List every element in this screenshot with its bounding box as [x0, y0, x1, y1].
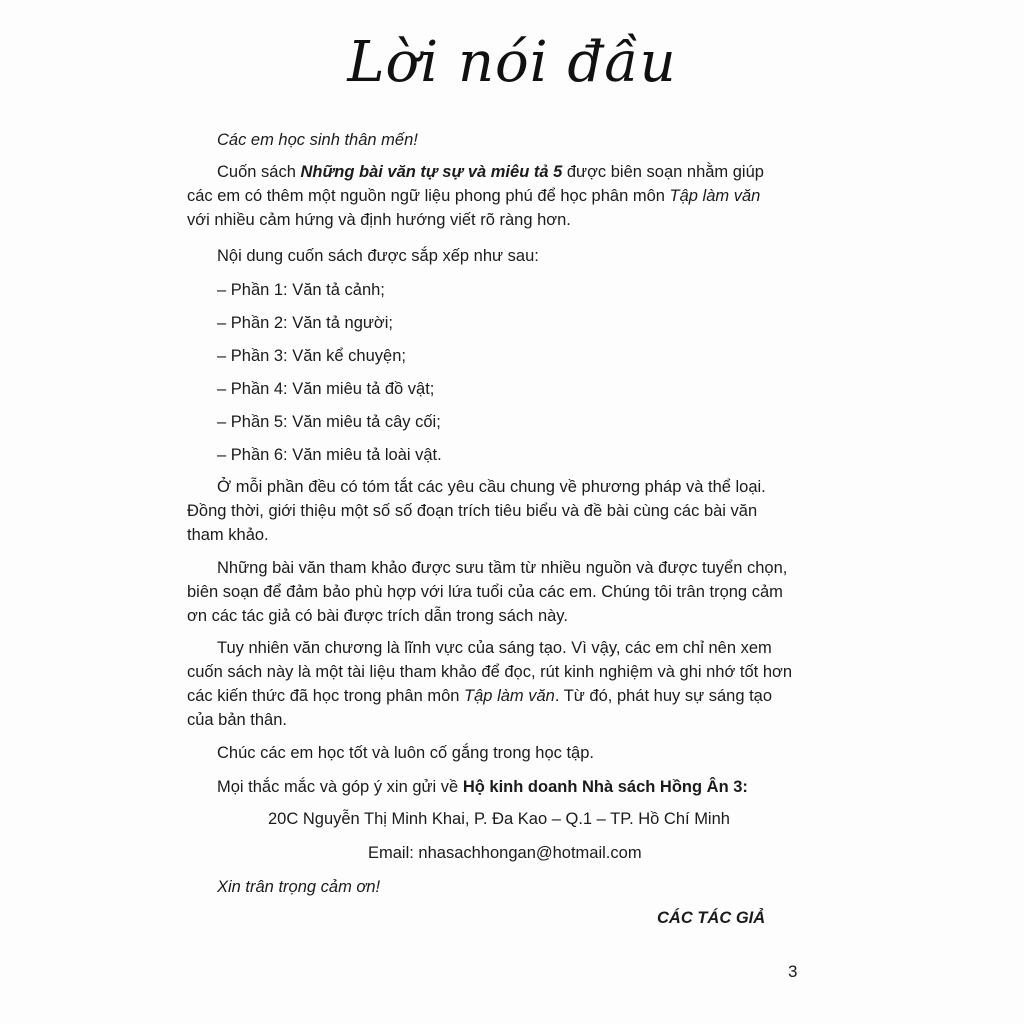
- greeting: Các em học sinh thân mến!: [217, 131, 418, 149]
- part-item: – Phần 5: Văn miêu tả cây cối;: [217, 413, 441, 431]
- creative-text: các kiến thức đã học trong phân môn: [187, 687, 465, 705]
- intro-line-1: [217, 161, 764, 185]
- creative-line-4: của bản thân.: [187, 711, 287, 729]
- subject-name: Tập làm văn: [464, 687, 555, 705]
- intro-text: Cuốn sách: [217, 163, 301, 181]
- creative-line-3: [187, 685, 772, 709]
- contact-line: [217, 776, 748, 800]
- sections-line-2: Đồng thời, giới thiệu một số số đoạn trích tiêu biểu và đề bài cùng các bài văn: [187, 502, 758, 520]
- sources-line-3: ơn các tác giả có bài được trích dẫn trong sách này.: [187, 607, 568, 625]
- intro-text: được biên soạn nhằm giúp: [562, 163, 764, 181]
- subject-name: Tập làm văn: [669, 187, 761, 205]
- signature: CÁC TÁC GIẢ: [657, 909, 766, 927]
- intro-text: các em có thêm một nguồn ngữ liệu phong phú để học phân môn: [187, 187, 670, 205]
- wish-line: Chúc các em học tốt và luôn cố gắng trong học tập.: [217, 744, 594, 762]
- part-item: – Phần 6: Văn miêu tả loài vật.: [217, 446, 442, 464]
- part-item: – Phần 3: Văn kể chuyện;: [217, 347, 406, 365]
- creative-text: . Từ đó, phát huy sự sáng tạo: [554, 687, 773, 705]
- part-item: – Phần 2: Văn tả người;: [217, 314, 393, 332]
- intro-line-3: với nhiều cảm hứng và định hướng viết rõ ràng hơn.: [187, 211, 571, 229]
- creative-line-1: Tuy nhiên văn chương là lĩnh vực của sáng tạo. Vì vậy, các em chỉ nên xem: [217, 639, 772, 657]
- content-intro: Nội dung cuốn sách được sắp xếp như sau:: [217, 247, 539, 265]
- page-title: Lời nói đầu: [347, 30, 677, 95]
- contact-org: Hộ kinh doanh Nhà sách Hồng Ân 3:: [462, 778, 748, 796]
- sections-line-3: tham khảo.: [187, 526, 269, 544]
- sources-line-2: biên soạn để đảm bảo phù hợp với lứa tuổi của các em. Chúng tôi trân trọng cảm: [187, 583, 783, 601]
- page-number: 3: [788, 962, 798, 981]
- intro-line-2: [187, 185, 760, 209]
- sections-line-1: Ở mỗi phần đều có tóm tắt các yêu cầu chung về phương pháp và thể loại.: [217, 478, 766, 496]
- thanks-line: Xin trân trọng cảm ơn!: [217, 878, 381, 896]
- contact-intro: Mọi thắc mắc và góp ý xin gửi về: [217, 778, 463, 796]
- book-title: Những bài văn tự sự và miêu tả 5: [300, 163, 563, 181]
- part-item: – Phần 1: Văn tả cảnh;: [217, 281, 385, 299]
- sources-line-1: Những bài văn tham khảo được sưu tầm từ nhiều nguồn và được tuyển chọn,: [217, 559, 788, 577]
- part-item: – Phần 4: Văn miêu tả đồ vật;: [217, 380, 435, 398]
- creative-line-2: cuốn sách này là một tài liệu tham khảo để đọc, rút kinh nghiệm và ghi nhớ tốt hơn: [187, 663, 792, 681]
- contact-address: 20C Nguyễn Thị Minh Khai, P. Đa Kao – Q.1 – TP. Hồ Chí Minh: [268, 810, 730, 828]
- contact-email: Email: nhasachhongan@hotmail.com: [368, 844, 642, 862]
